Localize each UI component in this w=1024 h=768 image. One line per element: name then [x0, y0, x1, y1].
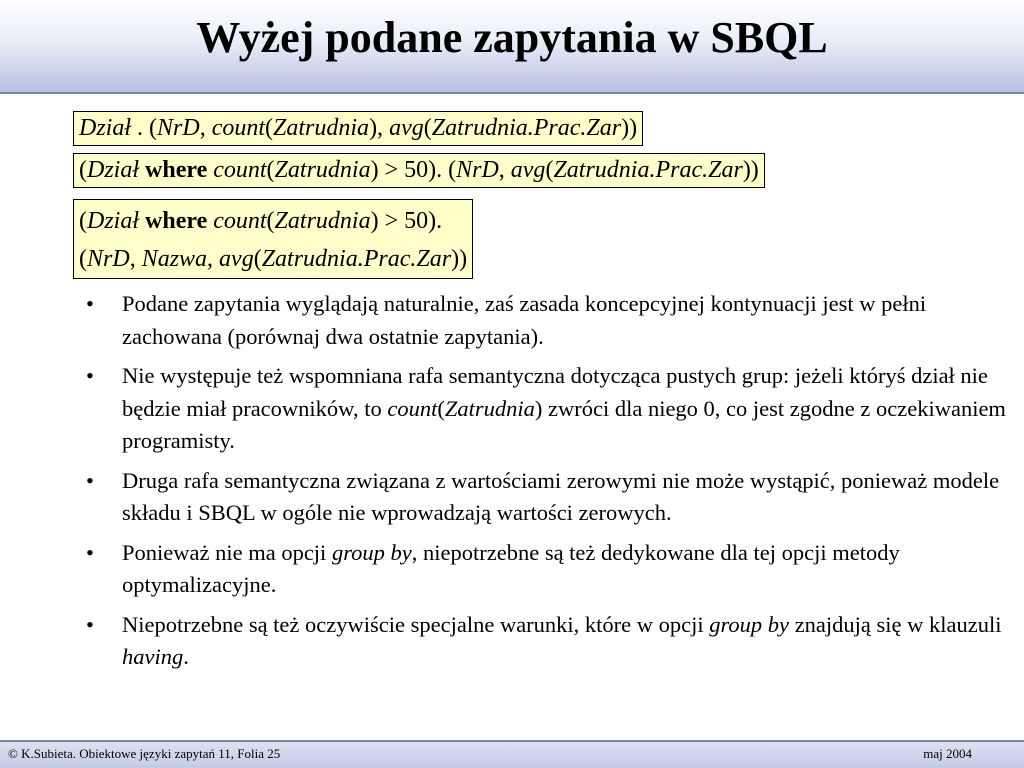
bullet-zatrudnia: Zatrudnia [444, 395, 535, 421]
q1-dot: . ( [131, 115, 158, 141]
bullet-text-post: ) zwróci dla niego 0, co jest zgodne z oczekiwaniem programisty. [122, 395, 1006, 453]
q3-paren: ( [266, 208, 275, 234]
q3-dzial: Dział [87, 208, 140, 234]
footer-date: maj 2004 [923, 746, 972, 761]
q3-paren2: ( [253, 246, 262, 272]
bullet-dot-icon: • [86, 611, 94, 637]
q3-where: where [145, 208, 208, 234]
bullet-having: having [122, 644, 184, 669]
q3-open2: ( [79, 246, 87, 272]
bullet-item [86, 360, 1016, 458]
q2-comma: , [498, 157, 511, 183]
q3-nrd: NrD [87, 246, 130, 272]
footer-copyright: © K.Subieta. Obiektowe języki zapytań 11, Folia 25 [8, 746, 281, 761]
q1-path: Zatrudnia.Prac.Zar [431, 115, 622, 141]
q3-line-2 [79, 240, 467, 278]
bullet-item [86, 288, 1016, 353]
q1-close: )) [621, 115, 638, 141]
q2-count: count [213, 157, 267, 183]
q1-paren2: ( [423, 115, 432, 141]
q3-comma1: , [129, 246, 142, 272]
q2-open: ( [79, 157, 87, 183]
q1-paren: ( [265, 115, 274, 141]
bullet-dot-icon: • [86, 467, 94, 493]
q1-zatrudnia: Zatrudnia [273, 115, 370, 141]
q1-avg: avg [389, 115, 424, 141]
q3-path: Zatrudnia.Prac.Zar [261, 246, 452, 272]
query-box-2 [73, 153, 765, 188]
q1-count: count [211, 115, 266, 141]
q3-avg: avg [219, 246, 254, 272]
bullet-text-pre: Ponieważ nie ma opcji [122, 539, 332, 565]
q1-nrd: NrD [157, 115, 200, 141]
q3-zatrudnia: Zatrudnia [274, 208, 371, 234]
bullet-text: Druga rafa semantyczna związana z wartościami zerowymi nie może wystąpić, ponieważ modele składu i SBQL w ogóle nie wprowadzają wartości zerowych. [122, 467, 1000, 525]
bullet-count: count [387, 395, 438, 421]
bullet-dot-icon: • [86, 363, 94, 388]
bullet-text-post: . [183, 644, 189, 669]
q2-where: where [145, 157, 208, 183]
q1-dzial: Dział [79, 115, 132, 141]
q2-path: Zatrudnia.Prac.Zar [553, 157, 743, 183]
bullet-text-pre: Nie występuje też wspomniana rafa semantyczna dotycząca pustych grup: jeżeli któryś dział nie będzie miał pracowników, to [122, 363, 988, 421]
bullet-text-pre: Niepotrzebne są też oczywiście specjalne warunki, które w opcji [122, 611, 710, 637]
bullet-item [86, 465, 1016, 530]
query-box-1 [73, 111, 643, 146]
bullet-list [86, 288, 1016, 681]
q2-avg: avg [510, 157, 546, 183]
bullet-text-mid: znajdują się w klauzuli [789, 611, 1002, 637]
q2-zatrudnia: Zatrudnia [274, 157, 371, 183]
q2-nrd: NrD [456, 157, 499, 183]
q3-cond: ) > 50). [370, 208, 443, 234]
bullet-item [86, 609, 1016, 674]
bullet-text-post: , niepotrzebne są też dedykowane dla tej opcji metody optymalizacyjne. [122, 539, 900, 597]
q1-comma: , [199, 115, 212, 141]
q3-comma2: , [207, 246, 220, 272]
bullet-text: Podane zapytania wyglądają naturalnie, zaś zasada koncepcyjnej kontynuacji jest w pełni zachowana (porównaj dwa ostatnie zapytania). [122, 291, 927, 349]
q2-cond: ) > 50). ( [370, 157, 457, 183]
q3-line-1 [79, 202, 467, 240]
bullet-groupby: group by [331, 539, 412, 565]
bullet-paren: ( [437, 395, 445, 421]
footer-bar [0, 742, 1024, 768]
query-box-3 [73, 199, 473, 279]
q2-dzial: Dział [87, 157, 140, 183]
q2-close: )) [742, 157, 759, 183]
q1-paren-close: ), [369, 115, 390, 141]
bullet-groupby: group by [709, 611, 790, 637]
bullet-item [86, 537, 1016, 602]
q3-count: count [213, 208, 267, 234]
bullet-dot-icon: • [86, 291, 94, 316]
q2-paren2: ( [545, 157, 554, 183]
q3-nazwa: Nazwa [141, 246, 208, 272]
q3-open: ( [79, 208, 87, 234]
q2-paren: ( [266, 157, 275, 183]
title-divider [0, 92, 1024, 94]
slide-title: Wyżej podane zapytania w SBQL [196, 13, 828, 62]
q3-close: )) [451, 246, 468, 272]
bullet-dot-icon: • [86, 539, 94, 565]
